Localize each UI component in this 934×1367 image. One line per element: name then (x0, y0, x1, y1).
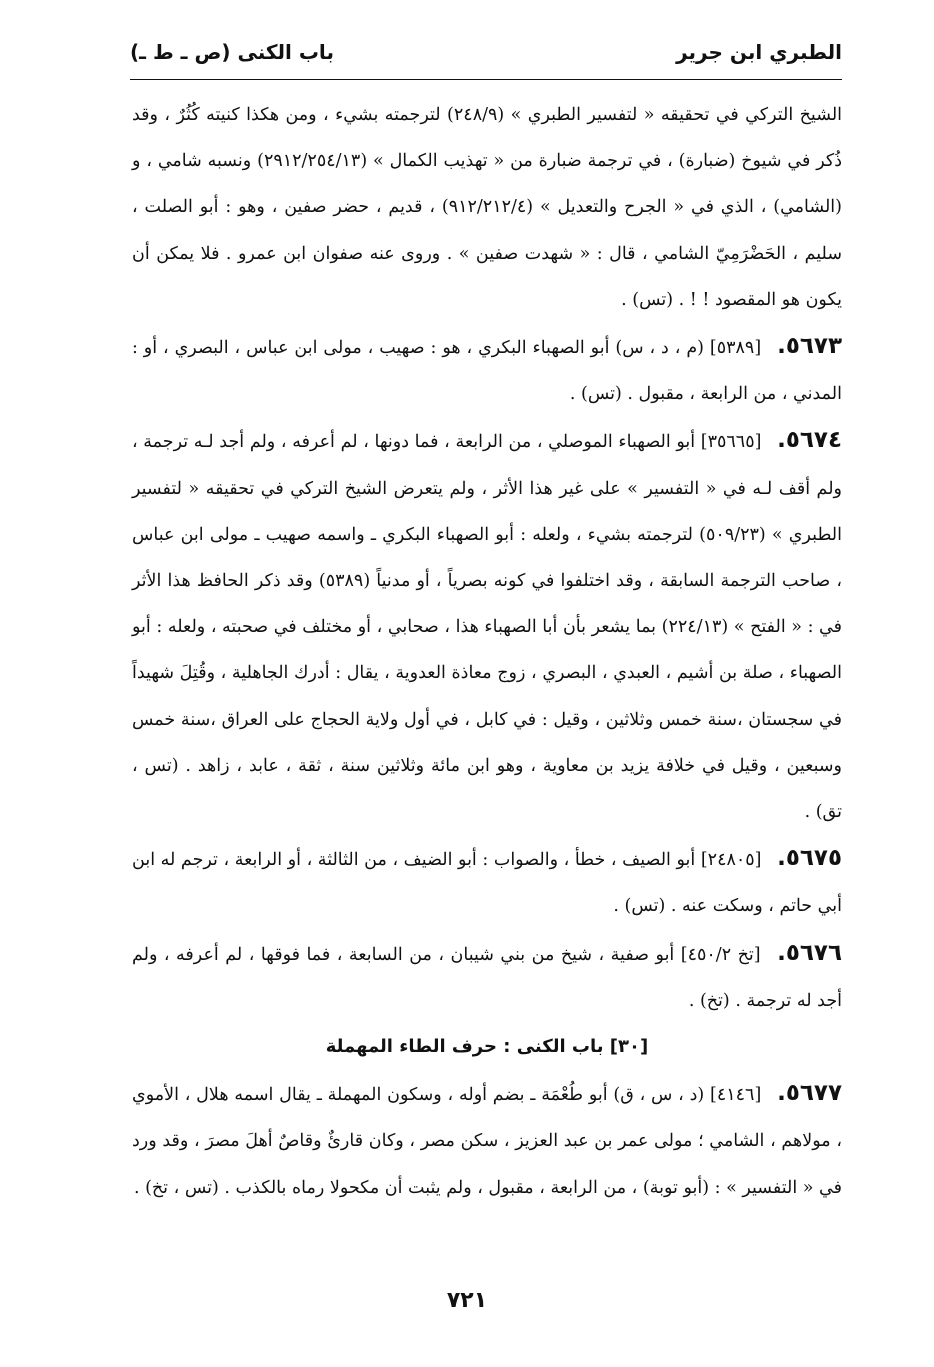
entry-5675 (132, 835, 842, 929)
entry-text: [٣٥٦٦٥] أبو الصهباء الموصلي ، من الرابعة ، فما دونها ، لم أعرفه ، ولم أجد لـه ترجمة ، ولم أقف لـه في « التفسير » على غير هذا الأثر ، ولم يتعرض الشيخ التركي في تحقيقه « لتفسير الطبري » (٥٠٩/٢٣) لترجمته بشيء ، ولعله : أبو الصهباء البكري ـ واسمه صهيب ـ مولى ابن عباس ، صاحب الترجمة السابقة ، وقد اختلفوا في كونه بصرياً ، أو مدنياً (٥٣٨٩) وقد ذكر الحافظ هذا الأثر في : « الفتح » (٢٢٤/١٣) بما يشعر بأن أبا الصهباء هذا ، صحابي ، أو مختلف في صحبته ، ولعله : أبو الصهباء ، صلة بن أشيم ، العبدي ، البصري ، زوج معاذة العدوية ، يقال : أدرك الجاهلية ، وقُتِلَ شهيداً في سجستان ،سنة خمس وثلاثين ، وقيل : في كابل ، في أول ولاية الحجاج على العراق ،سنة خمس وسبعين ، وقيل في خلافة يزيد بن معاوية ، وهو ابن مائة وثلاثين سنة ، ثقة ، عابد ، زاهد . (تس ، تق) . (132, 432, 842, 823)
entry-text: [٢٤٨٠٥] أبو الصيف ، خطأ ، والصواب : أبو الضيف ، من الثالثة ، أو الرابعة ، ترجم له ابن أبي حاتم ، وسكت عنه . (تس) . (132, 850, 842, 917)
entry-number: ٥٦٧٥. (777, 845, 842, 872)
chapter-heading: [٣٠] باب الكنى : حرف الطاء المهملة (325, 1036, 649, 1058)
continuation-paragraph: الشيخ التركي في تحقيقه « لتفسير الطبري » (٢٤٨/٩) لترجمته بشيء ، ومن هكذا كنيته كُثُرٌ ، وقد ذُكر في شيوخ (ضبارة) ، في ترجمة ضبارة من « تهذيب الكمال » (٢٩١٢/٢٥٤/١٣) ونسبه شامي ، و (الشامي) ، الذي في « الجرح والتعديل » (٩١٢/٢١٢/٤) ، قديم ، حضر صفين ، وهو : أبو الصلت ، سليم ، الحَضْرَمِيّ الشامي ، قال : « شهدت صفين » . وروى عنه صفوان ابن عمرو . فلا يمكن أن يكون هو المقصود ! ! . (تس) . (132, 105, 843, 310)
running-header (130, 40, 842, 64)
entry-5676 (132, 930, 842, 1024)
entry-5674 (132, 417, 842, 835)
page-body (132, 92, 842, 1211)
entry-5677 (132, 1070, 842, 1211)
header-chapter-title: باب الكنى (ص ـ ط ـ) (130, 40, 334, 64)
entry-number: ٥٦٧٦. (777, 939, 842, 966)
entry-number: ٥٦٧٣. (777, 333, 842, 360)
page-number: ٧٢١ (446, 1288, 488, 1313)
entry-text: [تخ ٤٥٠/٢] أبو صفية ، شيخ من بني شيبان ، من السابعة ، فما فوقها ، لم أعرفه ، ولم أجد له ترجمة . (تخ) . (132, 944, 842, 1011)
entry-5673 (132, 323, 842, 417)
entry-number: ٥٦٧٤. (777, 427, 842, 454)
entry-text: [٥٣٨٩] (م ، د ، س) أبو الصهباء البكري ، هو : صهيب ، مولى ابن عباس ، البصري ، أو : المدني ، من الرابعة ، مقبول . (تس) . (132, 338, 842, 405)
header-divider (130, 79, 842, 80)
entry-text: [٤١٤٦] (د ، س ، ق) أبو طُعْمَة ـ بضم أوله ، وسكون المهملة ـ يقال اسمه هلال ، الأموي ، مولاهم ، الشامي ؛ مولى عمر بن عبد العزيز ، سكن مصر ، وكان قارئٌ وقاصٌ أهلَ مصرَ ، وقد ورد في « التفسير » : (أبو توبة) ، من الرابعة ، مقبول ، ولم يثبت أن مكحولا رماه بالكذب . (تس ، تخ) . (132, 1085, 842, 1198)
header-book-title: الطبري ابن جرير (676, 40, 842, 64)
entry-number: ٥٦٧٧. (777, 1080, 842, 1107)
